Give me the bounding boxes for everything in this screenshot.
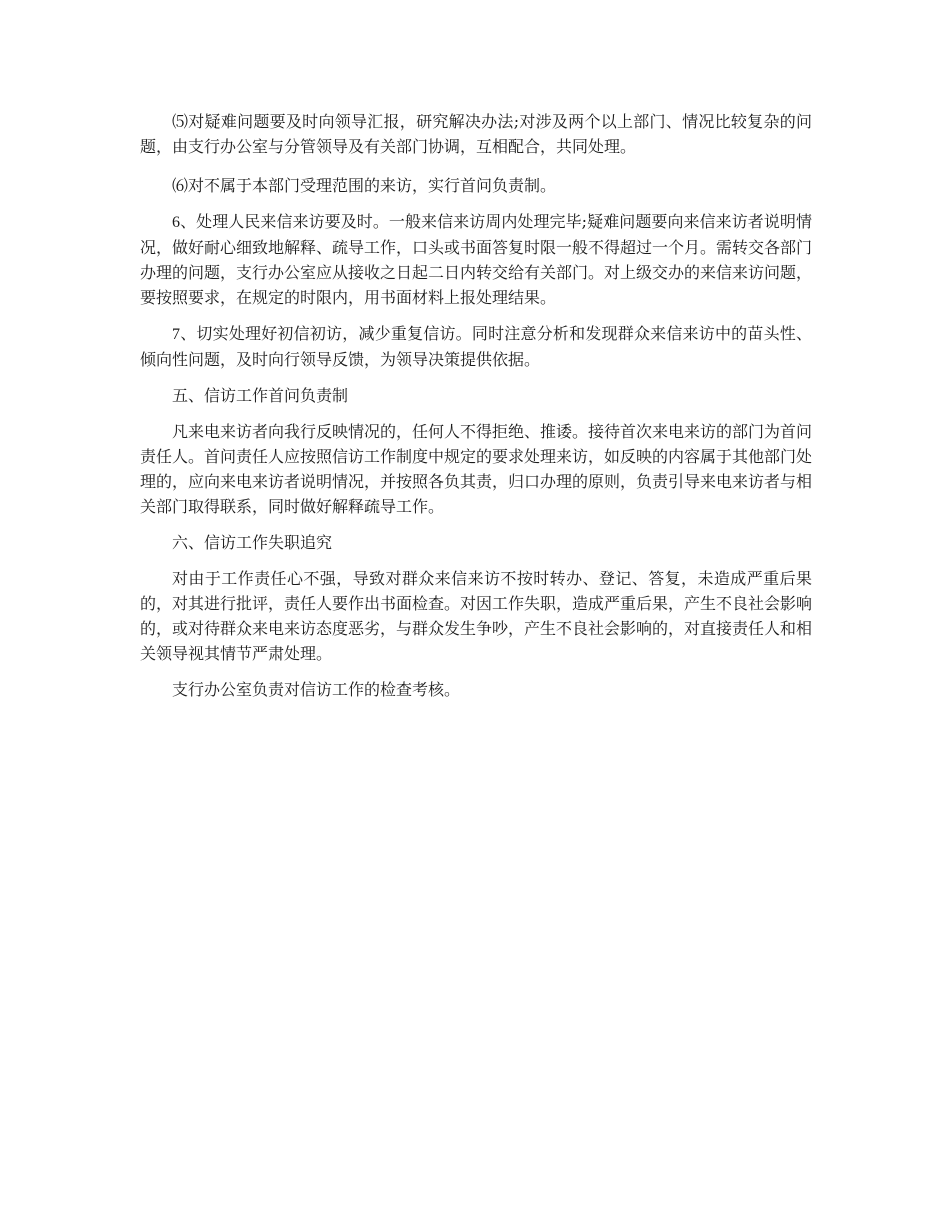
paragraph-closing bbox=[140, 677, 812, 702]
paragraph-number: 7 bbox=[172, 326, 180, 343]
heading-text: 五、信访工作首问负责制 bbox=[172, 386, 349, 405]
paragraph-item-5 bbox=[140, 109, 812, 159]
heading-text: 六、信访工作失职追究 bbox=[172, 533, 333, 552]
section-heading-six bbox=[140, 530, 812, 555]
document-body bbox=[140, 109, 812, 713]
paragraph-text: ⑸对疑难问题要及时向领导汇报，研究解决办法;对涉及两个以上部门、情况比较复杂的问题，由支行办公室与分管领导及有关部门协调，互相配合，共同处理。 bbox=[140, 112, 812, 156]
paragraph-text: 对由于工作责任心不强，导致对群众来信来访不按时转办、登记、答复，未造成严重后果的，对其进行批评，责任人要作出书面检查。对因工作失职，造成严重后果，产生不良社会影响的，或对待群众来电来访态度恶劣，与群众发生争吵，产生不良社会影响的，对直接责任人和相关领导视其情节严肃处理。 bbox=[140, 569, 813, 663]
paragraph-text: 支行办公室负责对信访工作的检查考核。 bbox=[172, 680, 461, 699]
section-heading-five bbox=[140, 383, 812, 408]
paragraph-item-6 bbox=[140, 173, 812, 198]
paragraph-first-responsibility bbox=[140, 419, 812, 519]
paragraph-section-6 bbox=[140, 209, 812, 310]
paragraph-accountability bbox=[140, 566, 812, 666]
paragraph-section-7 bbox=[140, 321, 812, 372]
paragraph-text: 、处理人民来信来访要及时。一般来信来访周内处理完毕;疑难问题要向来信来访者说明情况，做好耐心细致地解释、疏导工作，口头或书面答复时限一般不得超过一个月。需转交各部门办理的问题，支行办公室应从接收之日起二日内转交给有关部门。对上级交办的来信来访问题，要按照要求，在规定的时限内，用书面材料上报处理结果。 bbox=[140, 212, 813, 307]
paragraph-text: 凡来电来访者向我行反映情况的，任何人不得拒绝、推诿。接待首次来电来访的部门为首问责任人。首问责任人应按照信访工作制度中规定的要求处理来访，如反映的内容属于其他部门处理的，应向来电来访者说明情况，并按照各负其责，归口办理的原则，负责引导来电来访者与相关部门取得联系，同时做好解释疏导工作。 bbox=[140, 422, 813, 516]
paragraph-text: 、切实处理好初信初访，减少重复信访。同时注意分析和发现群众来信来访中的苗头性、倾向性问题，及时向行领导反馈，为领导决策提供依据。 bbox=[140, 324, 812, 369]
paragraph-text: ⑹对不属于本部门受理范围的来访，实行首问负责制。 bbox=[172, 176, 557, 195]
paragraph-number: 6 bbox=[172, 214, 180, 231]
